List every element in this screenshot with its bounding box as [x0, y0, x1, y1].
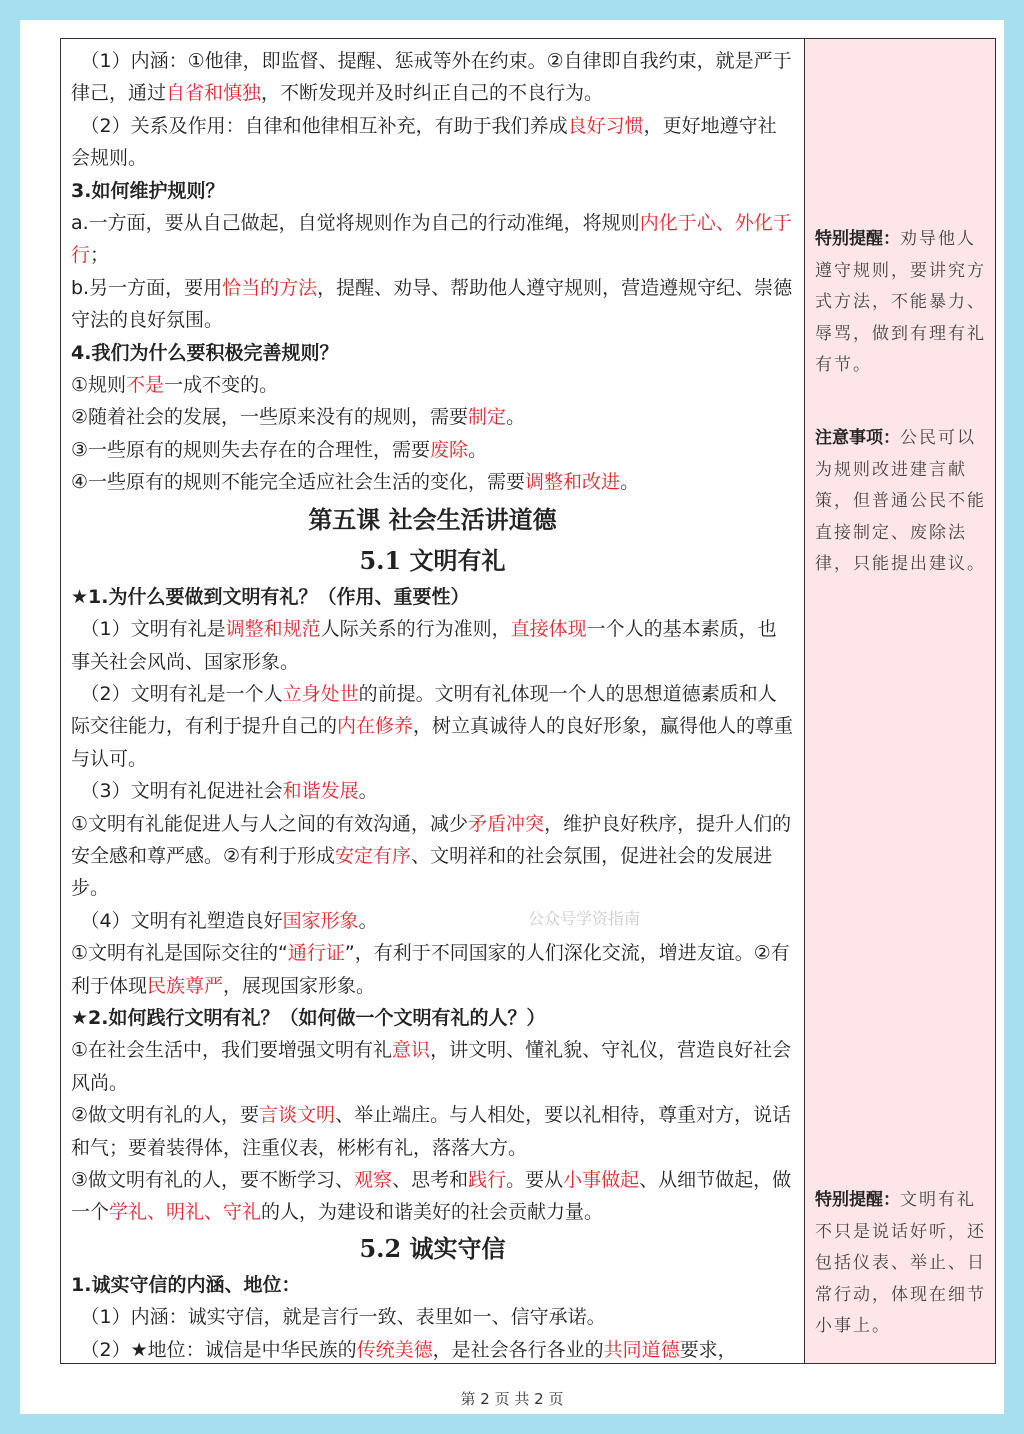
highlight-keyword: 传统美德 [356, 1338, 433, 1361]
text-segment: a.一方面，要从自己做起，自觉将规则作为自己的行动准绳，将规则 [71, 212, 640, 235]
text-segment: ； [90, 244, 110, 267]
text-segment: （1）内涵：诚实守信，就是言行一致、表里如一、信守承诺。 [80, 1306, 606, 1329]
text-segment: 、思考和 [392, 1169, 469, 1191]
main-content-column [61, 39, 805, 1363]
text-segment: 。 [506, 406, 526, 429]
text-segment: （3）文明有礼促进社会 [80, 780, 283, 803]
text-segment: 。 [468, 438, 488, 461]
highlight-keyword: 调整和改进 [525, 471, 621, 494]
text-segment: 的前提。文明有礼体现一个人的思想道德素质和人际交往能力，有利于提升自己的 [71, 682, 777, 738]
text-segment: （4）文明有礼塑造良好 [80, 909, 283, 932]
text-segment: ①文明有礼能促进人与人之间的有效沟通，减少 [71, 812, 469, 835]
text-segment: ★1.为什么要做到文明有礼？（作用、重要性） [71, 585, 470, 608]
highlight-keyword: 自省和慎独 [166, 82, 262, 105]
highlight-keyword: 言谈文明 [259, 1104, 336, 1127]
text-segment: ，提醒、劝导、帮助他人遵守规则，营造遵规守纪、崇德守法的良好氛围。 [71, 276, 793, 332]
text-segment: ，是社会各行各业的 [432, 1338, 604, 1361]
question-heading [71, 1269, 794, 1301]
paragraph [71, 466, 794, 498]
text-segment: （1）内涵：①他律，即监督、提醒、惩戒等外在约束。②自律即自我约束，就是严于律己，通过 [71, 50, 792, 105]
text-segment: ，树立真诚待人的良好形象，赢得他人的尊重与认可。 [71, 715, 794, 770]
paragraph [71, 1099, 794, 1164]
page-footer: 第 2 页 共 2 页 [460, 1390, 564, 1408]
text-segment: 的人，为建设和谐美好的社会贡献力量。 [261, 1201, 604, 1224]
text-segment: （2）关系及作用：自律和他律相互补充，有助于我们养成 [80, 114, 568, 137]
highlight-keyword: 恰当的方法 [222, 276, 318, 299]
side-note-3 [815, 1185, 987, 1343]
text-segment: ①在社会生活中，我们要增强文明有礼 [71, 1039, 393, 1062]
paragraph [71, 613, 794, 678]
text-segment: 第五课 社会生活讲道德 [308, 504, 557, 534]
text-segment: 、从细节做起，做一个 [71, 1169, 792, 1224]
text-segment: ，更好地遵守社会规则。 [71, 114, 777, 170]
paragraph [71, 1334, 794, 1363]
paragraph [71, 808, 794, 905]
question-heading [71, 337, 794, 369]
highlight-keyword: 和谐发展 [282, 780, 359, 803]
text-segment: 3.如何维护规则？ [71, 179, 225, 202]
question-heading [71, 175, 794, 207]
text-segment: 。 [620, 471, 640, 494]
paragraph [71, 434, 794, 466]
highlight-keyword: 调整和规范 [225, 618, 321, 641]
highlight-keyword: 内在修养 [337, 715, 414, 738]
paragraph [71, 775, 794, 807]
text-segment: ②随着社会的发展，一些原来没有的规则，需要 [71, 406, 469, 429]
paragraph [71, 272, 794, 337]
highlight-keyword: 直接体现 [510, 618, 587, 641]
text-segment: 、文明祥和的社会氛围，促进社会的发展进步。 [71, 844, 773, 900]
paragraph [71, 401, 794, 433]
paragraph [71, 905, 794, 937]
highlight-keyword: 学礼、明礼、守礼 [109, 1201, 262, 1224]
text-segment: 1.诚实守信的内涵、地位： [71, 1273, 301, 1296]
highlight-keyword: 矛盾冲突 [468, 812, 545, 835]
side-note-label: 特别提醒： [815, 229, 900, 249]
text-segment: 、举止端庄。与人相处，要以礼相待，尊重对方，说话和气；要着装得体，注重仪表，彬彬有礼，落落大方。 [71, 1104, 792, 1159]
side-note-text: 劝导他人遵守规则，要讲究方式方法，不能暴力、辱骂，做到有理有礼有节。 [815, 229, 986, 375]
highlight-keyword: 立身处世 [282, 682, 359, 705]
text-segment: ★2.如何践行文明有礼？（如何做一个文明有礼的人？） [71, 1006, 546, 1029]
text-segment: 。要从 [506, 1169, 564, 1191]
text-segment: ，不断发现并及时纠正自己的不良行为。 [261, 82, 604, 105]
text-segment: 一成不变的。 [164, 374, 279, 397]
highlight-keyword: 观察 [354, 1169, 393, 1191]
paragraph [71, 207, 794, 272]
text-segment: ①规则 [71, 374, 127, 397]
paragraph [71, 369, 794, 401]
paragraph [71, 1164, 794, 1229]
text-segment: ，讲文明、懂礼貌、守礼仪，营造良好社会风尚。 [71, 1039, 792, 1094]
text-segment: b.另一方面，要用 [71, 276, 223, 299]
side-note-1 [815, 224, 987, 382]
highlight-keyword: 通行证 [287, 942, 345, 965]
paragraph [71, 45, 794, 110]
highlight-keyword: 践行 [468, 1169, 507, 1191]
text-segment: 。 [358, 909, 378, 932]
text-segment: ”，有利于不同国家的人们深化交流，增进友谊。②有利于体现 [71, 942, 790, 997]
paragraph [71, 1034, 794, 1099]
text-segment: ，展现国家形象。 [223, 974, 376, 997]
text-segment: ④一些原有的规则不能完全适应社会生活的变化，需要 [71, 471, 526, 494]
question-heading [71, 1002, 794, 1034]
highlight-keyword: 良好习惯 [567, 114, 644, 137]
side-notes-column [805, 39, 995, 1363]
side-note-text: 文明有礼不只是说话好听，还包括仪表、举止、日常行动，体现在细节小事上。 [815, 1190, 986, 1336]
text-segment: （2）文明有礼是一个人 [80, 682, 283, 705]
side-note-2 [815, 423, 987, 581]
paragraph [71, 1301, 794, 1333]
notes-table [60, 38, 996, 1364]
paragraph [71, 678, 794, 775]
lesson-title [71, 499, 794, 541]
side-note-label: 特别提醒： [815, 1190, 900, 1210]
highlight-keyword: 内化于心、外化于行 [71, 212, 792, 267]
side-note-label: 注意事项： [815, 428, 900, 448]
text-segment: ③做文明有礼的人，要不断学习、 [71, 1169, 355, 1191]
highlight-keyword: 民族尊严 [147, 974, 224, 997]
section-title [71, 541, 794, 581]
text-segment: ①文明有礼是国际交往的“ [71, 942, 288, 965]
page-sheet [20, 20, 1004, 1414]
highlight-keyword: 共同道德 [603, 1338, 680, 1361]
highlight-keyword: 意识 [392, 1039, 431, 1062]
text-segment: ，维护良好秩序，提升人们的安全感和尊严感。②有利于形成 [71, 812, 792, 867]
text-segment: 一个人的基本素质，也事关社会风尚、国家形象。 [71, 618, 777, 673]
highlight-keyword: 安定有序 [335, 844, 412, 867]
text-segment: ③一些原有的规则失去存在的合理性，需要 [71, 438, 431, 461]
highlight-keyword: 制定 [468, 406, 507, 429]
paragraph [71, 937, 794, 1002]
text-segment: 4.我们为什么要积极完善规则？ [71, 341, 339, 364]
highlight-keyword: 废除 [430, 438, 469, 461]
text-segment: 人际关系的行为准则， [320, 618, 511, 641]
side-note-text: 公民可以为规则改进建言献策，但普通公民不能直接制定、废除法律，只能提出建议。 [815, 428, 986, 574]
highlight-keyword: 不是 [126, 374, 165, 397]
text-segment: 5.2 诚实守信 [359, 1233, 506, 1263]
watermark: 公众号学资指南 [528, 909, 641, 928]
text-segment: 要求， [679, 1338, 737, 1361]
text-segment: 。 [358, 780, 378, 803]
highlight-keyword: 小事做起 [563, 1169, 640, 1191]
text-segment: （1）文明有礼是 [80, 618, 226, 641]
paragraph [71, 110, 794, 175]
question-heading [71, 581, 794, 613]
text-segment: ②做文明有礼的人，要 [71, 1104, 260, 1127]
highlight-keyword: 国家形象 [282, 909, 359, 932]
section-title [71, 1229, 794, 1269]
text-segment: 5.1 文明有礼 [359, 545, 506, 575]
text-segment: （2）★地位：诚信是中华民族的 [80, 1338, 357, 1361]
